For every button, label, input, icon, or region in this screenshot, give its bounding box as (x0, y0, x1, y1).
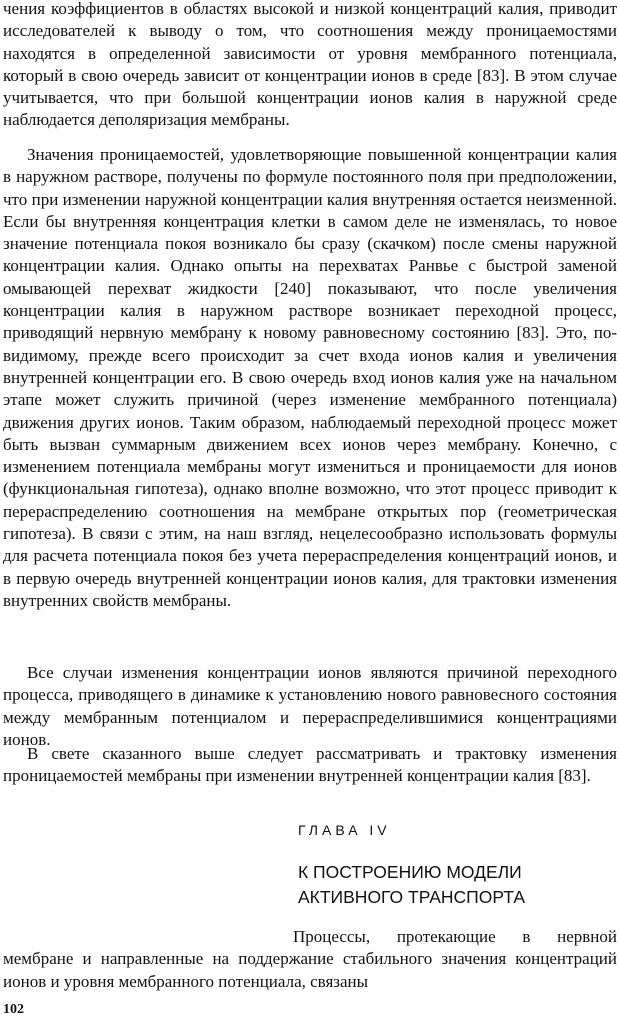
chapter-title-line-2: АКТИВНОГО ТРАНСПОРТА (298, 887, 526, 907)
paragraph-4 (3, 743, 617, 788)
paragraph-text: чения коэффициентов в областях высокой и низкой концентраций калия, приводит исследователей к выводу о том, что соотношения между проницаемостями находятся в определенной зависимости от уровня мембранного потенциала, который в свою очередь зависит от концентрации ионов в среде [83]. В этом случае учитывается, что при большой концентрации ионов калия в наружной среде наблюдается деполяризация мембраны. (3, 0, 617, 130)
page-number: 102 (3, 1002, 24, 1017)
paragraph-2 (3, 144, 617, 612)
chapter-title-line-1: К ПОСТРОЕНИЮ МОДЕЛИ (298, 862, 522, 882)
paragraph-text: Процессы, протекающие в нервной мембране и направленные на поддержание стабильного значения концентраций ионов и уровня мембранного потенциала, связаны (3, 927, 617, 991)
chapter-label: ГЛАВА IV (298, 822, 391, 838)
paragraph-3 (3, 662, 617, 751)
paragraph-text: Значения проницаемостей, удовлетворяющие повышенной концентрации калия в наружном растворе, получены по формуле постоянного поля при предположении, что при изменении наружной концентрации калия внутренняя остается неизменной. Если бы внутренняя концентрация клетки в самом деле не изменялась, то новое значение потенциала покоя возникало бы сразу (скачком) после смены наружной концентрации калия. Однако опыты на перехватах Ранвье с быстрой заменой омывающей перехват жидкости [240] показывают, что после увеличения концентрации калия в наружном растворе возникает переходной процесс, приводящий нервную мембрану к новому равновесному состоянию [83]. Это, по-видимому, прежде всего происходит за счет входа ионов калия и увеличения внутренней концентрации его. В свою очередь вход ионов калия уже на начальном этапе может служить причиной (через изменение мембранного потенциала) движения других ионов. Таким образом, наблюдаемый переходной процесс может быть вызван суммарным движением всех ионов через мембрану. Конечно, с изменением потенциала мембраны могут измениться и проницаемости для ионов (функциональная гипотеза), однако вполне возможно, что этот процесс приводит к перераспределению соотношения на мембране открытых пор (геометрическая гипотеза). В связи с этим, на наш взгляд, нецелесообразно использовать формулы для расчета потенциала покоя без учета перераспределения концентраций ионов, и в первую очередь внутренней концентрации ионов калия, для трактовки изменения внутренних свойств мембраны. (3, 145, 617, 610)
paragraph-text: Все случаи изменения концентрации ионов являются причиной переходного процесса, приводящего в динамике к установлению нового равновесного состояния между мембранным потенциалом и перераспределившимися концентрациями ионов. (3, 663, 617, 749)
paragraph-1 (3, 0, 617, 132)
chapter-title (298, 860, 525, 910)
paragraph-text: В свете сказанного выше следует рассматривать и трактовку изменения проницаемостей мембраны при изменении внутренней концентрации калия [83]. (3, 744, 617, 786)
chapter-paragraph (3, 926, 617, 993)
